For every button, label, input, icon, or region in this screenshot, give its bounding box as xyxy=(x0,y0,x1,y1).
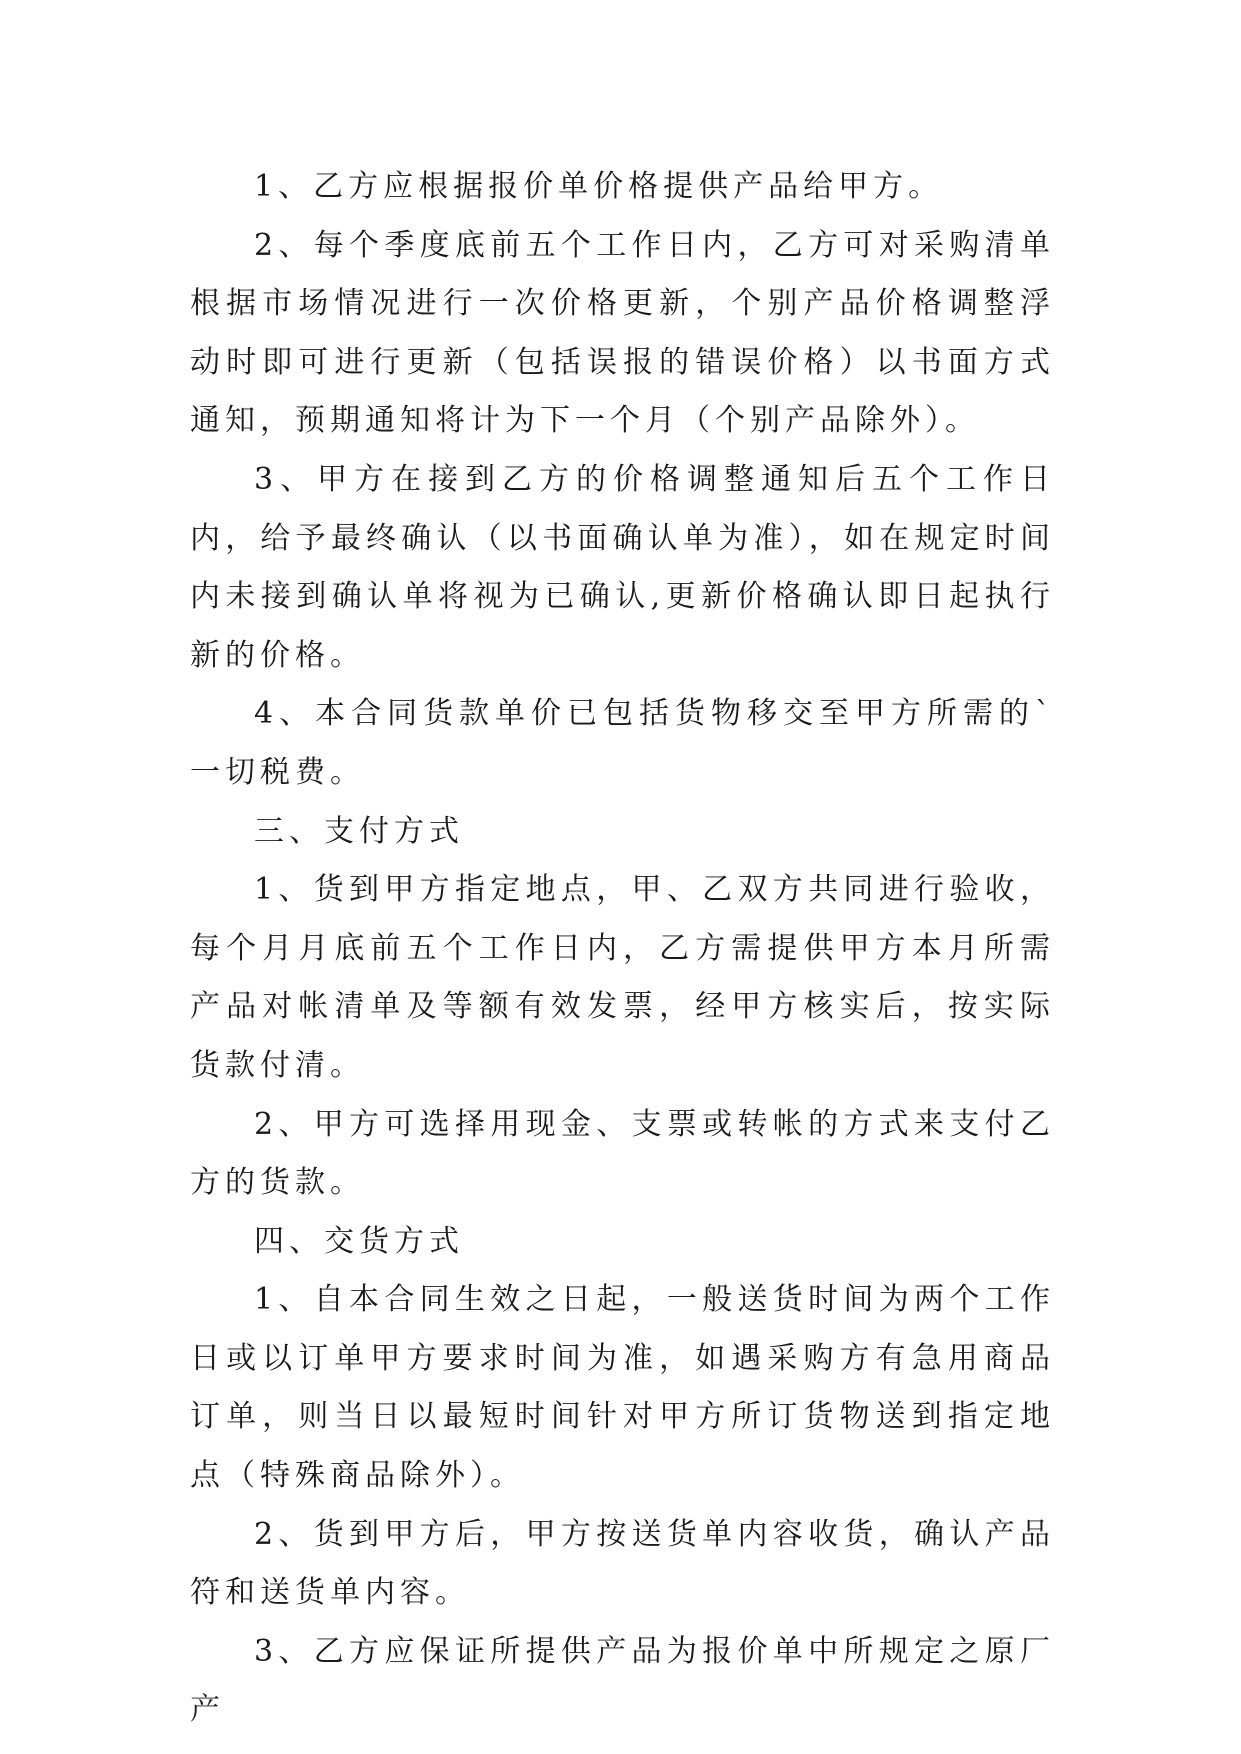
section-heading-payment: 三、支付方式 xyxy=(254,813,464,849)
section-heading-delivery: 四、交货方式 xyxy=(254,1223,464,1259)
paragraph-price-1: 1、乙方应根据报价单价格提供产品给甲方。 xyxy=(254,169,944,204)
paragraph-delivery-2: 2、货到甲方后，甲方按送货单内容收货，确认产品符和送货单内容。 xyxy=(190,1516,1055,1611)
paragraph-delivery-1: 1、自本合同生效之日起，一般送货时间为两个工作日或以订单甲方要求时间为准，如遇采购方有急用商品订单，则当日以最短时间针对甲方所订货物送到指定地点（特殊商品除外）。 xyxy=(190,1282,1055,1494)
document-body xyxy=(190,158,1055,1740)
paragraph-price-2: 2、每个季度底前五个工作日内，乙方可对采购清单根据市场情况进行一次价格更新，个别产品价格调整浮动时即可进行更新（包括误报的错误价格）以书面方式通知，预期通知将计为下一个月（个别产品除外）。 xyxy=(190,227,1055,439)
paragraph-payment-1: 1、货到甲方指定地点，甲、乙双方共同进行验收，每个月月底前五个工作日内，乙方需提供甲方本月所需产品对帐清单及等额有效发票，经甲方核实后，按实际货款付清。 xyxy=(190,872,1055,1083)
paragraph-payment-2: 2、甲方可选择用现金、支票或转帐的方式来支付乙方的货款。 xyxy=(190,1106,1055,1201)
paragraph-price-4: 4、本合同货款单价已包括货物移交至甲方所需的`一切税费。 xyxy=(190,696,1055,790)
paragraph-price-3: 3、甲方在接到乙方的价格调整通知后五个工作日内，给予最终确认（以书面确认单为准），如在规定时间内未接到确认单将视为已确认,更新价格确认即日起执行新的价格。 xyxy=(190,461,1055,673)
paragraph-delivery-3: 3、乙方应保证所提供产品为报价单中所规定之原厂产 xyxy=(190,1633,1055,1728)
